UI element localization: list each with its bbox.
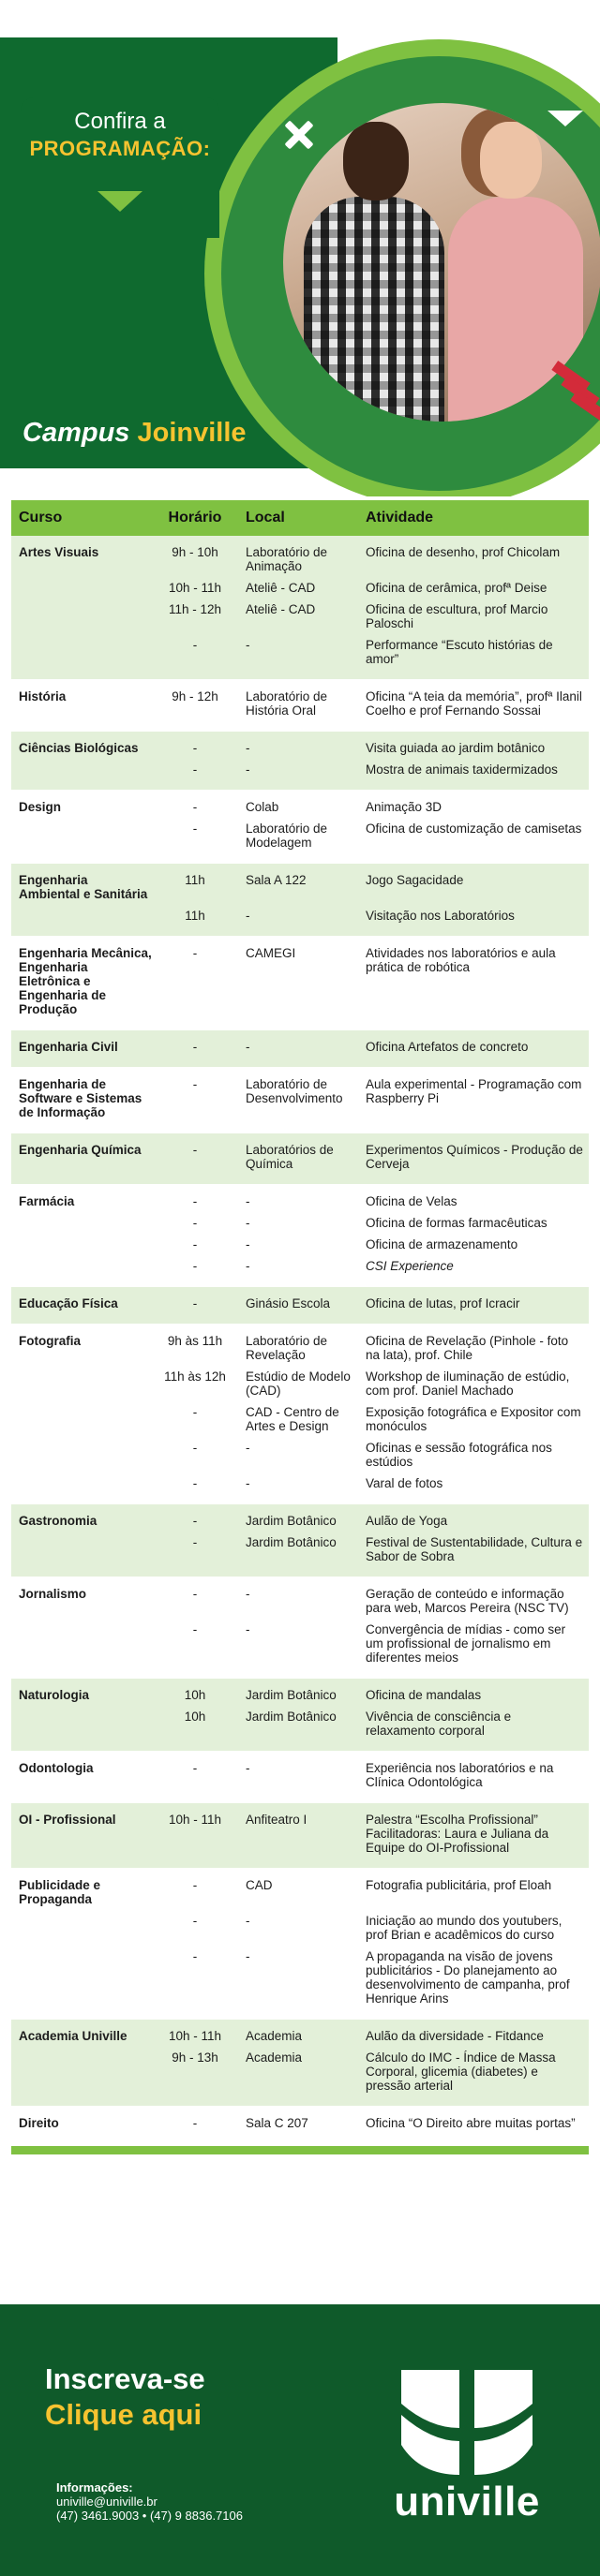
student-man (304, 122, 444, 422)
activity-cell: Oficina “A teia da memória”, profª Ilanil Coelho e prof Fernando Sossai (366, 689, 582, 718)
chevrons-icon (551, 365, 600, 420)
time-cell: 9h - 12h (172, 689, 218, 703)
time-cell: - (192, 800, 198, 814)
hero-banner (0, 0, 600, 496)
univille-logo (373, 2366, 561, 2535)
table-row (11, 577, 589, 599)
activity-cell: Oficina de escultura, prof Marcio Paloschi (366, 602, 548, 630)
course-group (11, 1325, 589, 1504)
activity-cell: Oficina de customização de camisetas (366, 822, 582, 836)
cta-clique-aqui[interactable]: Clique aqui (45, 2398, 202, 2431)
table-row (11, 1139, 589, 1175)
activity-cell: Experiência nos laboratórios e na Clínica Odontológica (366, 1761, 554, 1789)
activity-cell: Palestra “Escolha Profissional” Facilitadoras: Laura e Juliana da Equipe do OI-Profissional (366, 1813, 549, 1855)
activity-cell: Performance “Escuto histórias de amor” (366, 638, 553, 666)
course-group (11, 2107, 589, 2144)
location-cell: - (246, 1040, 250, 1054)
table-row (11, 1809, 589, 1858)
activity-cell: Convergência de mídias - como ser um profissional de jornalismo em diferentes meios (366, 1622, 566, 1665)
activity-cell: Oficina “O Direito abre muitas portas” (366, 2116, 576, 2130)
triangle-down-icon (548, 111, 583, 126)
activity-cell: Oficina de lutas, prof Icracir (366, 1296, 520, 1310)
course-group (11, 1679, 589, 1752)
location-cell: Laboratório de Animação (246, 545, 328, 573)
location-cell: - (246, 1622, 250, 1636)
time-cell: 9h - 10h (172, 545, 218, 559)
activity-cell: Oficinas e sessão fotográfica nos estúdios (366, 1441, 552, 1469)
course-group (11, 732, 589, 791)
table-row (11, 1036, 589, 1058)
course-cell: Engenharia Mecânica, Engenharia Eletrônica e Engenharia de Produção (19, 946, 152, 1016)
location-cell: Laboratório de Desenvolvimento (246, 1077, 343, 1105)
course-cell: Design (19, 800, 62, 814)
cta-inscreva[interactable]: Inscreva-se (45, 2362, 205, 2395)
course-cell: Engenharia Civil (19, 1040, 118, 1054)
table-row (11, 905, 589, 926)
location-cell: CAMEGI (246, 946, 296, 960)
time-cell: - (192, 1949, 198, 1963)
course-group (11, 1133, 589, 1185)
time-cell: - (192, 1216, 198, 1230)
location-cell: - (246, 762, 250, 777)
activity-cell: Visitação nos Laboratórios (366, 909, 515, 923)
course-group (11, 1869, 589, 2020)
activity-cell: Geração de conteúdo e informação para web, Marcos Pereira (NSC TV) (366, 1587, 569, 1615)
table-row (11, 1684, 589, 1706)
header-local: Local (246, 510, 285, 526)
time-cell: 11h às 12h (164, 1369, 226, 1384)
course-group (11, 1185, 589, 1287)
course-group (11, 536, 589, 680)
course-group (11, 1030, 589, 1068)
course-group (11, 1752, 589, 1803)
header-curso: Curso (19, 510, 63, 526)
time-cell: - (192, 1914, 198, 1928)
activity-cell: Oficina Artefatos de concreto (366, 1040, 529, 1054)
time-cell: - (192, 1476, 198, 1490)
header-atividade: Atividade (366, 510, 434, 526)
activity-cell: Oficina de mandalas (366, 1688, 482, 1702)
activity-cell: Fotografia publicitária, prof Eloah (366, 1878, 552, 1892)
location-cell: - (246, 1441, 250, 1455)
location-cell: CAD - Centro de Artes e Design (246, 1405, 339, 1433)
location-cell: - (246, 1949, 250, 1963)
table-row (11, 1532, 589, 1567)
time-cell: 10h (184, 1688, 206, 1702)
tab-heading: Confira a (74, 109, 166, 134)
activity-cell: Aulão de Yoga (366, 1514, 448, 1528)
activity-cell: CSI Experience (366, 1259, 454, 1273)
activity-cell: Festival de Sustentabilidade, Cultura e Sabor de Sobra (366, 1535, 583, 1563)
info-email[interactable]: univille@univille.br (56, 2495, 158, 2509)
time-cell: - (192, 1878, 198, 1892)
table-row (11, 1401, 589, 1437)
activity-cell: Visita guiada ao jardim botânico (366, 741, 546, 755)
schedule-table (11, 500, 589, 2154)
time-cell: - (192, 1761, 198, 1775)
course-cell: OI - Profissional (19, 1813, 116, 1827)
table-row (11, 818, 589, 853)
table-header (11, 500, 589, 536)
activity-cell: Atividades nos laboratórios e aula prática de robótica (366, 946, 556, 974)
course-group (11, 1068, 589, 1133)
location-cell: Jardim Botânico (246, 1688, 337, 1702)
table-row (11, 1366, 589, 1401)
course-group (11, 1504, 589, 1577)
activity-cell: Mostra de animais taxidermizados (366, 762, 558, 777)
activity-cell: A propaganda na visão de jovens publicitários - Do planejamento ao desenvolvimento de campanha, prof Henrique Arins (366, 1949, 570, 2006)
activity-cell: Aula experimental - Programação com Raspberry Pi (366, 1077, 582, 1105)
course-cell: Artes Visuais (19, 545, 99, 559)
activity-cell: Jogo Sagacidade (366, 873, 464, 887)
table-row (11, 796, 589, 818)
location-cell: Ginásio Escola (246, 1296, 331, 1310)
arrow-down-icon (98, 191, 142, 212)
activity-cell: Iniciação ao mundo dos youtubers, prof Brian e acadêmicos do curso (366, 1914, 562, 1942)
activity-cell: Cálculo do IMC - Índice de Massa Corporal, glicemia (diabetes) e pressão arterial (366, 2050, 556, 2093)
table-row (11, 1437, 589, 1473)
course-group (11, 1577, 589, 1679)
location-cell: - (246, 1259, 250, 1273)
location-cell: Anfiteatro I (246, 1813, 308, 1827)
course-cell: História (19, 689, 67, 703)
time-cell: 10h - 11h (168, 1813, 222, 1827)
location-cell: Estúdio de Modelo (CAD) (246, 1369, 351, 1398)
activity-cell: Exposição fotográfica e Expositor com monóculos (366, 1405, 581, 1433)
campus-city: Joinville (137, 418, 247, 448)
location-cell: Sala A 122 (246, 873, 307, 887)
course-cell: Engenharia Ambiental e Sanitária (19, 873, 148, 901)
activity-cell: Aulão da diversidade - Fitdance (366, 2029, 544, 2043)
course-group (11, 864, 589, 937)
location-cell: - (246, 741, 250, 755)
course-cell: Jornalismo (19, 1587, 87, 1601)
time-cell: 11h (185, 909, 205, 923)
footer (0, 2304, 600, 2576)
time-cell: - (192, 1259, 198, 1273)
table-row (11, 1757, 589, 1793)
table-row (11, 1073, 589, 1123)
course-group (11, 2020, 589, 2107)
location-cell: - (246, 1194, 250, 1208)
table-row (11, 1583, 589, 1619)
table-row (11, 2025, 589, 2047)
course-cell: Direito (19, 2116, 59, 2130)
course-group (11, 680, 589, 732)
location-cell: Jardim Botânico (246, 1710, 337, 1724)
activity-cell: Experimentos Químicos - Produção de Cerveja (366, 1143, 583, 1171)
course-cell: Publicidade e Propaganda (19, 1878, 101, 1906)
location-cell: Ateliê - CAD (246, 602, 316, 616)
activity-cell: Vivência de consciência e relaxamento corporal (366, 1710, 512, 1738)
time-cell: - (192, 822, 198, 836)
location-cell: Laboratório de História Oral (246, 689, 328, 718)
activity-cell: Oficina de armazenamento (366, 1237, 518, 1251)
table-row (11, 1706, 589, 1741)
course-cell: Engenharia de Software e Sistemas de Informação (19, 1077, 142, 1119)
location-cell: Sala C 207 (246, 2116, 308, 2130)
location-cell: - (246, 909, 250, 923)
time-cell: - (192, 1622, 198, 1636)
table-row (11, 1510, 589, 1532)
location-cell: CAD (246, 1878, 273, 1892)
table-row (11, 634, 589, 670)
course-group (11, 1287, 589, 1325)
time-cell: - (192, 1237, 198, 1251)
time-cell: - (192, 1405, 198, 1419)
location-cell: - (246, 1237, 250, 1251)
course-cell: Educação Física (19, 1296, 118, 1310)
table-row (11, 1191, 589, 1212)
time-cell: - (192, 1296, 198, 1310)
location-cell: Jardim Botânico (246, 1535, 337, 1549)
cross-icon (284, 120, 314, 150)
table-row (11, 599, 589, 634)
time-cell: 11h - 12h (168, 602, 222, 616)
location-cell: - (246, 1761, 250, 1775)
time-cell: 9h - 13h (172, 2050, 218, 2065)
table-footer-bar (11, 2146, 589, 2154)
location-cell: - (246, 1914, 250, 1928)
course-cell: Fotografia (19, 1334, 81, 1348)
time-cell: - (192, 1194, 198, 1208)
activity-cell: Oficina de formas farmacêuticas (366, 1216, 548, 1230)
time-cell: - (192, 741, 198, 755)
univille-logo-text: univille (394, 2479, 540, 2524)
time-cell: - (192, 1441, 198, 1455)
course-group (11, 791, 589, 864)
location-cell: Jardim Botânico (246, 1514, 337, 1528)
time-cell: - (192, 2116, 198, 2130)
activity-cell: Oficina de Revelação (Pinhole - foto na lata), prof. Chile (366, 1334, 569, 1362)
location-cell: - (246, 638, 250, 652)
time-cell: - (192, 946, 198, 960)
course-cell: Farmácia (19, 1194, 75, 1208)
table-row (11, 1473, 589, 1494)
table-row (11, 541, 589, 577)
table-row (11, 942, 589, 1020)
location-cell: Academia (246, 2029, 303, 2043)
course-cell: Academia Univille (19, 2029, 128, 2043)
table-row (11, 2112, 589, 2134)
univille-leaf-icon (373, 2366, 561, 2479)
table-row (11, 759, 589, 780)
activity-cell: Animação 3D (366, 800, 442, 814)
location-cell: - (246, 1216, 250, 1230)
table-row (11, 1910, 589, 1946)
table-row (11, 1212, 589, 1234)
location-cell: Laboratórios de Química (246, 1143, 334, 1171)
course-group (11, 1803, 589, 1869)
campus-title (22, 418, 247, 449)
time-cell: 10h - 11h (168, 581, 222, 595)
table-row (11, 737, 589, 759)
time-cell: 9h às 11h (167, 1334, 223, 1348)
table-row (11, 686, 589, 721)
table-row (11, 1234, 589, 1255)
activity-cell: Oficina de cerâmica, profª Deise (366, 581, 548, 595)
location-cell: Laboratório de Revelação (246, 1334, 328, 1362)
time-cell: - (192, 1077, 198, 1091)
time-cell: - (192, 638, 198, 652)
header-horario: Horário (168, 510, 222, 526)
course-group (11, 937, 589, 1030)
tab-heading-highlight: PROGRAMAÇÃO: (29, 137, 211, 160)
location-cell: - (246, 1587, 250, 1601)
table-row (11, 869, 589, 905)
time-cell: - (192, 1143, 198, 1157)
time-cell: 10h (184, 1710, 206, 1724)
activity-cell: Oficina de desenho, prof Chicolam (366, 545, 561, 559)
location-cell: Academia (246, 2050, 303, 2065)
info-label: Informações: (56, 2480, 133, 2495)
table-body (11, 536, 589, 2144)
time-cell: 11h (185, 873, 205, 887)
location-cell: Colab (246, 800, 279, 814)
course-cell: Naturologia (19, 1688, 90, 1702)
time-cell: - (192, 1587, 198, 1601)
time-cell: - (192, 1514, 198, 1528)
table-row (11, 2047, 589, 2096)
activity-cell: Oficina de Velas (366, 1194, 458, 1208)
table-row (11, 1874, 589, 1910)
time-cell: - (192, 1040, 198, 1054)
table-row (11, 1293, 589, 1314)
time-cell: - (192, 762, 198, 777)
course-cell: Engenharia Química (19, 1143, 142, 1157)
activity-cell: Workshop de iluminação de estúdio, com prof. Daniel Machado (366, 1369, 570, 1398)
course-cell: Ciências Biológicas (19, 741, 139, 755)
info-phones: (47) 3461.9003 • (47) 9 8836.7106 (56, 2509, 243, 2523)
location-cell: Ateliê - CAD (246, 581, 316, 595)
table-row (11, 1619, 589, 1668)
course-cell: Odontologia (19, 1761, 94, 1775)
location-cell: - (246, 1476, 250, 1490)
table-row (11, 1946, 589, 2009)
table-row (11, 1255, 589, 1277)
campus-prefix: Campus (22, 418, 130, 448)
table-row (11, 1330, 589, 1366)
time-cell: - (192, 1535, 198, 1549)
time-cell: 10h - 11h (168, 2029, 222, 2043)
course-cell: Gastronomia (19, 1514, 98, 1528)
location-cell: Laboratório de Modelagem (246, 822, 328, 850)
activity-cell: Varal de fotos (366, 1476, 443, 1490)
